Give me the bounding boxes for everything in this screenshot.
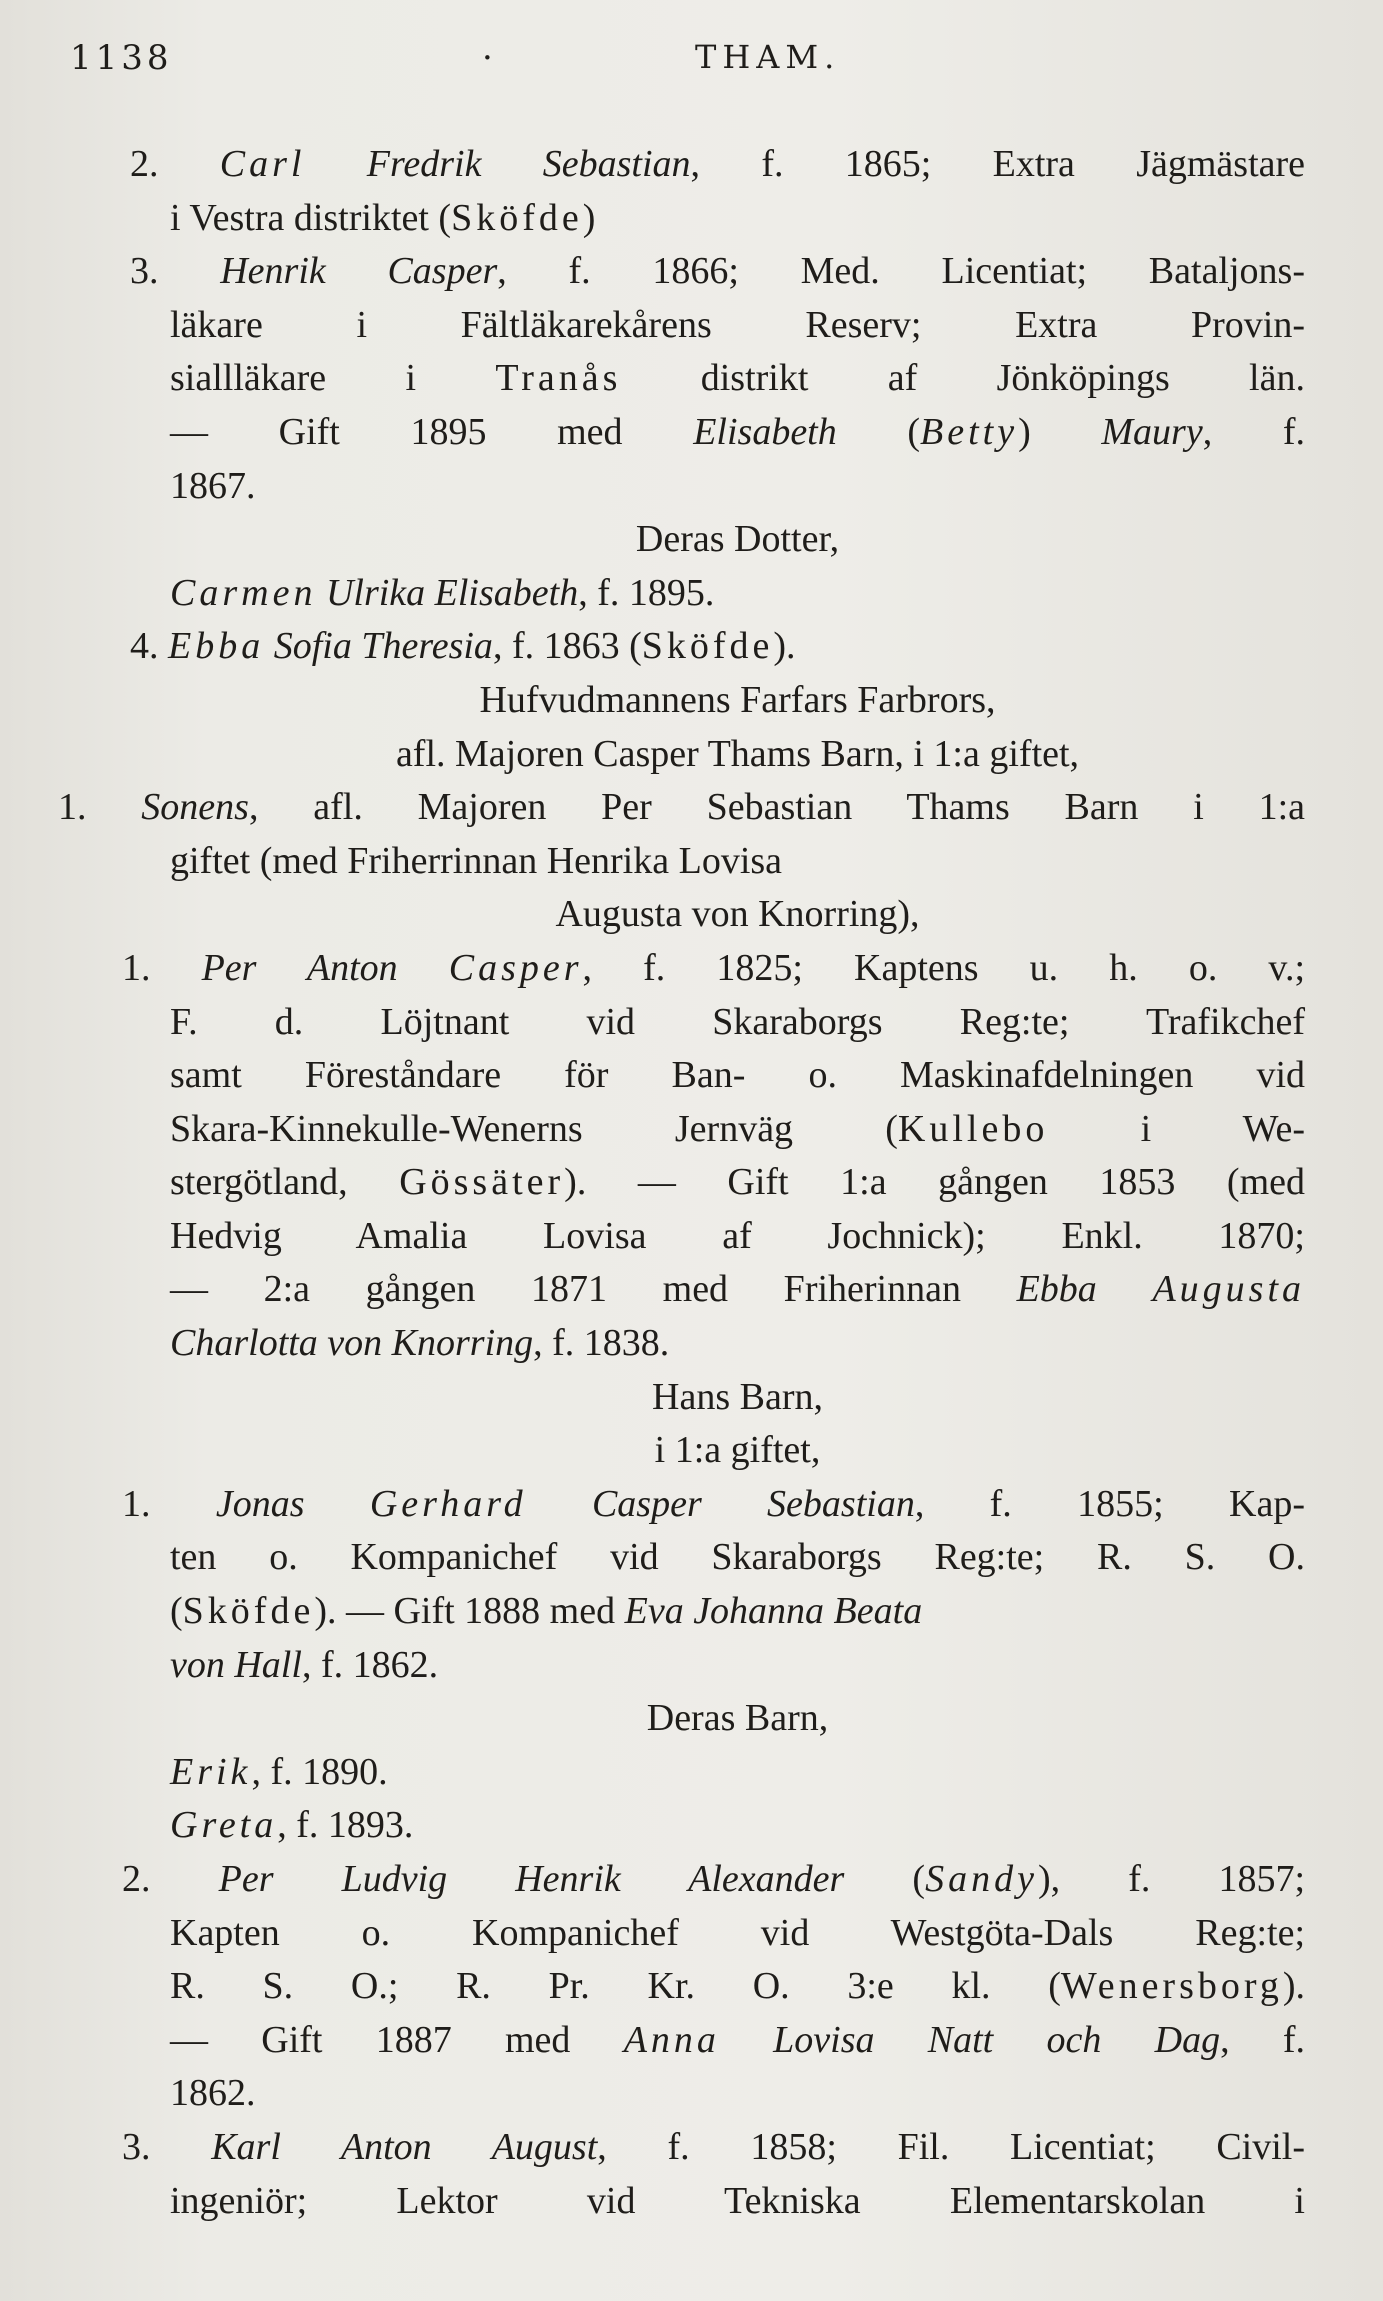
text-line: 2. Carl Fredrik Sebastian, f. 1865; Extra Jägmästare: [130, 143, 1306, 185]
genealogy-text: [58, 138, 1306, 2228]
text-line: — 2:a gången 1871 med Friherinnan Ebba Augusta: [170, 1268, 1305, 1311]
text-line: R. S. O.; R. Pr. Kr. O. 3:e kl. (Wenersborg).: [170, 1965, 1305, 2008]
text-line: i 1:a giftet,: [654, 1429, 821, 1472]
text-line: 1. Jonas Gerhard Casper Sebastian, f. 1855; Kap-: [122, 1482, 1305, 1525]
text-line: Kapten o. Kompanichef vid Westgöta-Dals Reg:te;: [170, 1911, 1305, 1954]
text-line: Skara-Kinnekulle-Wenerns Jernväg (Kullebo i We-: [170, 1107, 1305, 1150]
text-line: stergötland, Gössäter). — Gift 1:a gången 1853 (med: [170, 1161, 1305, 1204]
text-line: 3. Karl Anton August, f. 1858; Fil. Licentiat; Civil-: [122, 2125, 1306, 2168]
text-line: Erik, f. 1890.: [170, 1750, 388, 1793]
running-title: THAM.: [695, 38, 841, 76]
text-line: Augusta von Knorring),: [555, 893, 920, 936]
text-line: i Vestra distriktet (Sköfde): [170, 196, 596, 239]
header-mark: ·: [482, 38, 493, 78]
text-line: giftet (med Friherrinnan Henrika Lovisa: [170, 839, 783, 882]
text-line: samt Föreståndare för Ban- o. Maskinafdelningen vid: [170, 1054, 1305, 1097]
text-line: Carmen Ulrika Elisabeth, f. 1895.: [170, 571, 715, 614]
text-line: 1867.: [170, 464, 256, 507]
text-line: Charlotta von Knorring, f. 1838.: [170, 1322, 670, 1365]
text-line: — Gift 1895 med Elisabeth (Betty) Maury, f.: [170, 410, 1306, 453]
text-line: Greta, f. 1893.: [170, 1804, 414, 1847]
text-line: 1862.: [170, 2072, 256, 2115]
text-line: ten o. Kompanichef vid Skaraborgs Reg:te; R. S. O.: [170, 1536, 1305, 1579]
text-line: Hedvig Amalia Lovisa af Jochnick); Enkl. 1870;: [170, 1214, 1305, 1257]
text-line: von Hall, f. 1862.: [170, 1643, 439, 1686]
text-line: F. d. Löjtnant vid Skaraborgs Reg:te; Trafikchef: [170, 1000, 1305, 1043]
text-line: 2. Per Ludvig Henrik Alexander (Sandy), f. 1857;: [122, 1858, 1306, 1900]
text-line: 4. Ebba Sofia Theresia, f. 1863 (Sköfde).: [130, 625, 796, 668]
text-line: afl. Majoren Casper Thams Barn, i 1:a giftet,: [395, 732, 1080, 775]
text-line: Hufvudmannens Farfars Farbrors,: [479, 678, 996, 721]
text-line: läkare i Fältläkarekårens Reserv; Extra Provin-: [170, 303, 1305, 346]
text-line: 3. Henrik Casper, f. 1866; Med. Licentiat; Bataljons-: [130, 250, 1305, 293]
text-line: siallläkare i Tranås distrikt af Jönköpings län.: [170, 357, 1305, 400]
text-line: Deras Barn,: [646, 1697, 829, 1740]
text-line: Deras Dotter,: [635, 518, 840, 561]
text-line: 1. Per Anton Casper, f. 1825; Kaptens u. h. o. v.;: [122, 946, 1305, 989]
text-line: (Sköfde). — Gift 1888 med Eva Johanna Beata: [170, 1590, 923, 1633]
text-line: 1. Sonens, afl. Majoren Per Sebastian Thams Barn i 1:a: [58, 786, 1305, 829]
text-line: — Gift 1887 med Anna Lovisa Natt och Dag, f.: [170, 2018, 1305, 2061]
text-line: ingeniör; Lektor vid Tekniska Elementarskolan i: [170, 2179, 1305, 2222]
page-number: 1138: [70, 38, 173, 78]
text-line: Hans Barn,: [652, 1375, 823, 1418]
page-header: [70, 38, 1313, 88]
